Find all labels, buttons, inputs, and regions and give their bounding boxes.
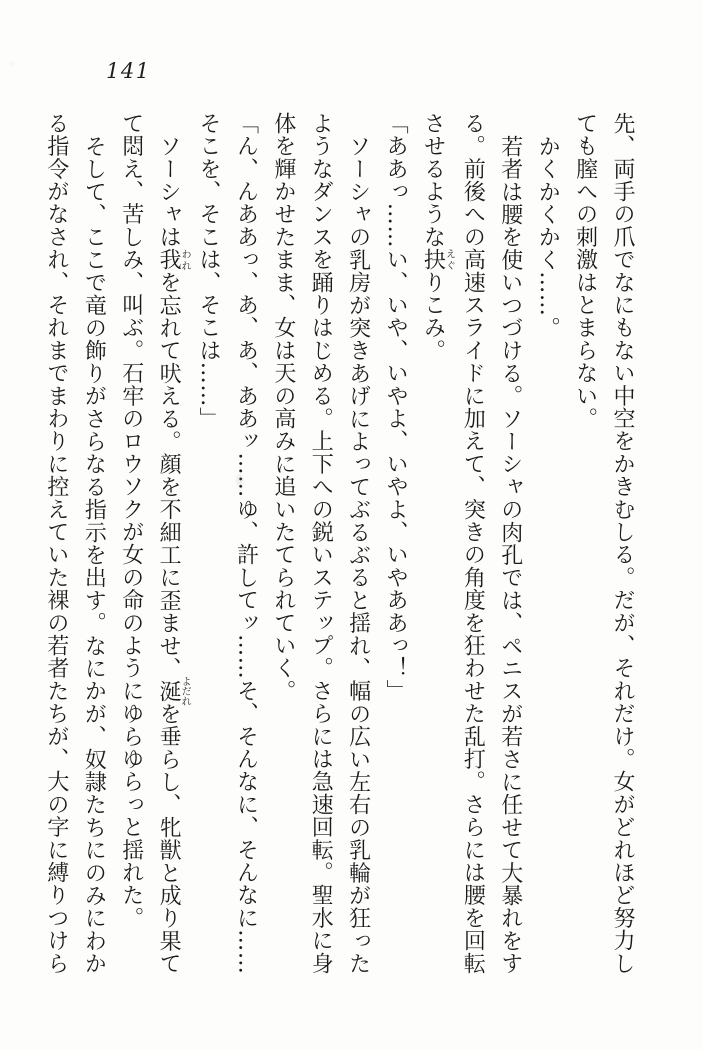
text-column: 体を輝かせたまま、女は天の高みに追いたてられていく。 bbox=[270, 112, 296, 703]
text-column: る。前後への高速スライドに加えて、突きの角度を狂わせた乱打。さらには腰を回転 bbox=[460, 112, 486, 975]
page-number: 141 bbox=[106, 59, 151, 83]
text-column: ソーシャの乳房が突きあげによってぶるぶると揺れ、幅の広い左右の乳輪が狂った bbox=[345, 134, 371, 975]
text-column: ようなダンスを踊りはじめる。上下への鋭いステップ。さらには急速回転。聖水に身 bbox=[308, 112, 334, 975]
text-column: ソーシャは我われを忘れて吠える。顔を不細工に歪ませ、涎よだれを垂らし、牝獣と成り果て bbox=[156, 134, 191, 975]
text-column: かくかくかく……。 bbox=[535, 134, 561, 339]
text-column: ても膣への刺激はとまらない。 bbox=[572, 112, 598, 430]
text-column: そこを、そこは、そこは……」 bbox=[196, 112, 222, 430]
text-column: させるような抉えぐりこみ。 bbox=[420, 112, 455, 362]
scan-speck bbox=[9, 62, 14, 65]
text-column: 若者は腰を使いつづける。ソーシャの肉孔では、ペニスが若さに任せて大暴れをす bbox=[497, 134, 523, 975]
text-column: 先、両手の爪でなにもない中空をかきむしる。だが、それだけ。女がどれほど努力し bbox=[610, 112, 635, 975]
text-column: て悶え、苦しみ、叫ぶ。石牢のロウソクが女の命のようにゆらゆらっと揺れた。 bbox=[118, 112, 144, 930]
text-column: 「ん、んああっ、あ、あ、ああッ……ゆ、許してッ……そ、そんなに、そんなに…… bbox=[233, 112, 259, 975]
scan-speck bbox=[236, 474, 243, 487]
text-block bbox=[38, 112, 642, 984]
text-column: 「ああっ……い、いや、いやよ、いやよ、いやああっ！」 bbox=[383, 112, 409, 703]
text-column: そして、ここで竜の飾りがさらなる指示を出す。なにかが、奴隷たちにのみにわか bbox=[81, 134, 107, 975]
scan-speck bbox=[57, 137, 61, 141]
text-column: る指令がなされ、それまでまわりに控えていた裸の若者たちが、大の字に縛りつけら bbox=[43, 112, 69, 975]
